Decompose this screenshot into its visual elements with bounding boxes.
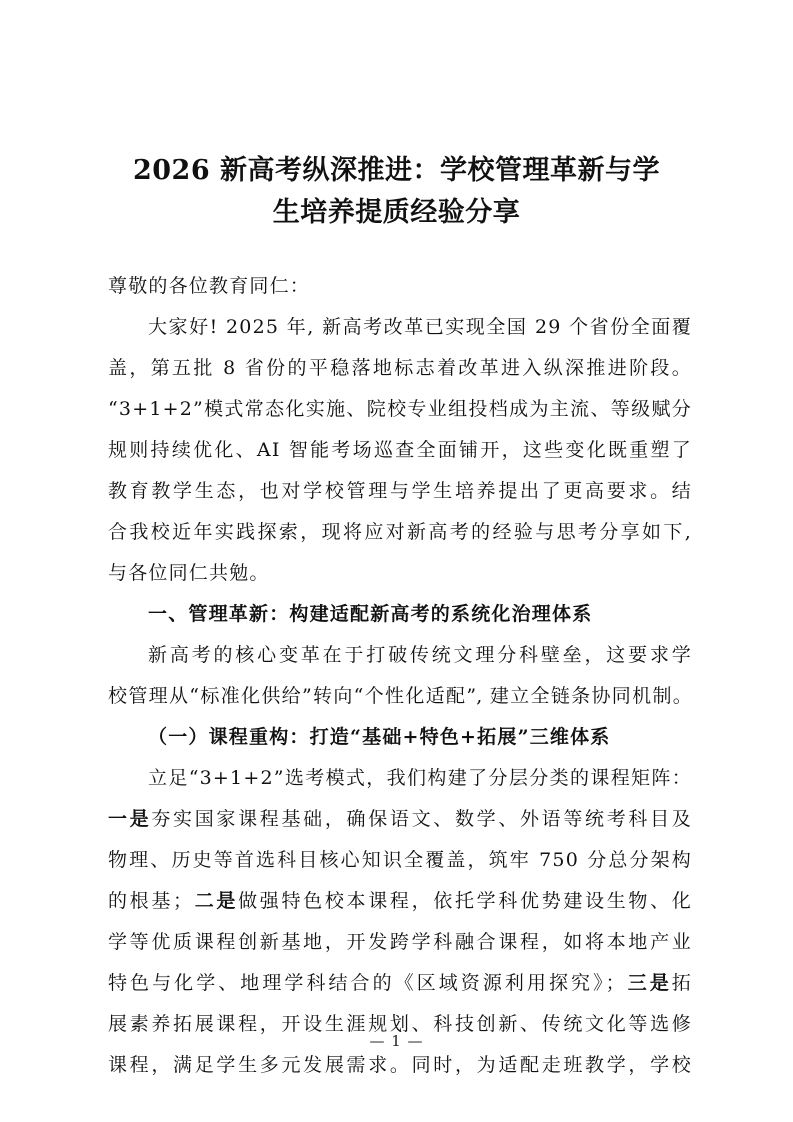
section-heading-2: （一）课程重构：打造“基础+特色+拓展”三维体系: [148, 726, 611, 748]
paragraph-1-line: 与各位同仁共勉。: [108, 562, 270, 584]
title-line-2: 生培养提质经验分享: [272, 197, 521, 228]
paragraph-1-line: 盖，第五批 8 省份的平稳落地标志着改革进入纵深推进阶段。: [108, 357, 692, 379]
salutation: 尊敬的各位教育同仁：: [108, 275, 311, 297]
emphasis-first: 一是: [108, 808, 152, 830]
paragraph-3-line: [108, 881, 692, 922]
paragraph-1-line: 合我校近年实践探索，现将应对新高考的经验与思考分享如下,: [108, 521, 692, 543]
document-body: [108, 266, 692, 1086]
paragraph-3-text: 拓: [671, 972, 692, 994]
paragraph-3-line: 物理、历史等首选科目核心知识全覆盖，筑牢 750 分总分架构: [108, 849, 692, 871]
paragraph-3-line: [108, 799, 692, 840]
paragraph-3-text: 做强特色校本课程，依托学科优势建设生物、化: [238, 890, 693, 912]
page-number: — 1 —: [369, 1032, 424, 1050]
paragraph-2-line: 新高考的核心变革在于打破传统文理分科壁垒，这要求学: [148, 644, 692, 666]
paragraph-3-line: 展素养拓展课程，开设生涯规划、科技创新、传统文化等选修: [108, 1013, 692, 1035]
document-title: [80, 150, 713, 234]
paragraph-1-line: 规则持续优化、AI 智能考场巡查全面铺开，这些变化既重塑了: [108, 439, 692, 461]
paragraph-3-text: 特色与化学、地理学科结合的《区域资源利用探究》；: [108, 972, 626, 994]
section-heading-1: 一、管理革新：构建适配新高考的系统化治理体系: [148, 603, 593, 625]
paragraph-3-line: 课程，满足学生多元发展需求。同时，为适配走班教学，学校: [108, 1054, 692, 1076]
paragraph-1-line: 教育教学生态，也对学校管理与学生培养提出了更高要求。结: [108, 480, 692, 502]
emphasis-second: 二是: [193, 890, 239, 912]
paragraph-2-line: 校管理从“标准化供给”转向“个性化适配”, 建立全链条协同机制。: [108, 685, 692, 707]
paragraph-3-line: 学等优质课程创新基地，开发跨学科融合课程，如将本地产业: [108, 931, 692, 953]
paragraph-3-text: 夯实国家课程基础，确保语文、数学、外语等统考科目及: [151, 808, 692, 830]
paragraph-3-line: 立足“3+1+2”选考模式，我们构建了分层分类的课程矩阵：: [148, 767, 692, 789]
title-line-1: 2026 新高考纵深推进：学校管理革新与学: [132, 155, 661, 186]
paragraph-3-line: [108, 963, 692, 1004]
paragraph-1-line: “3+1+2”模式常态化实施、院校专业组投档成为主流、等级赋分: [108, 398, 692, 420]
emphasis-third: 三是: [625, 972, 672, 994]
paragraph-1-line: 大家好! 2025 年, 新高考改革已实现全国 29 个省份全面覆: [148, 316, 692, 338]
paragraph-3-text: 的根基；: [108, 890, 194, 912]
